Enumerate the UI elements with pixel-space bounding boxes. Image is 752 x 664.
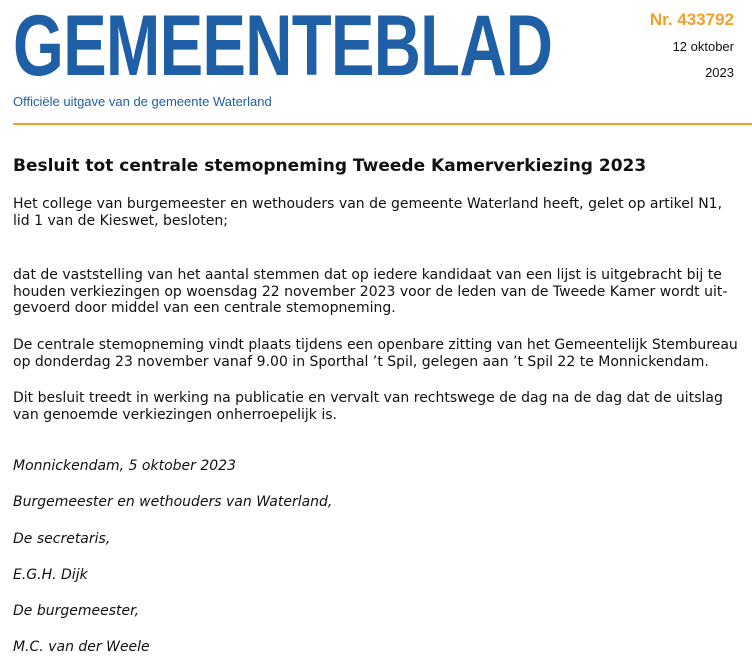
header-divider: [13, 123, 752, 125]
signature-mayor-role: De burgemeester,: [13, 603, 140, 619]
signature-mayor-name: M.C. van der Weele: [13, 639, 150, 655]
document-title: Besluit tot centrale stemopneming Tweede Kamerverkiezing 2023: [13, 156, 647, 176]
paragraph-decision: dat de vaststelling van het aantal stemmen dat op iedere kandidaat van een lijst is uitgebracht bij te houden verkiezingen op woensdag 22 november 2023 voor de leden van de Tweede Kamer wordt uitgevoerd door middel van een centrale stemopneming.: [13, 267, 728, 316]
signature-secretary-name: E.G.H. Dijk: [13, 567, 88, 583]
masthead-title: GEMEENTEBLAD: [13, 0, 553, 94]
signature-place-date: Monnickendam, 5 oktober 2023: [13, 458, 236, 474]
issue-date: 12 oktober: [672, 39, 734, 54]
signature-secretary-role: De secretaris,: [13, 531, 111, 547]
paragraph-location: De centrale stemopneming vindt plaats tijdens een openbare zitting van het Gemeentelijk Stembureau op donderdag 23 november vanaf 9.00 in Sporthal ’t Spil, gelegen aan ’t Spil 22 te Monnickendam.: [13, 337, 738, 370]
paragraph-effect: Dit besluit treedt in werking na publicatie en vervalt van rechtswege de dag na de dag dat de uitslag van genoemde verkiezingen onherroepelijk is.: [13, 390, 723, 423]
issue-year: 2023: [705, 65, 734, 80]
signature-authority: Burgemeester en wethouders van Waterland,: [13, 494, 333, 510]
issue-info: [650, 10, 734, 81]
paragraph-intro: Het college van burgemeester en wethouders van de gemeente Waterland heeft, gelet op artikel N1, lid 1 van de Kieswet, besloten;: [13, 196, 723, 229]
masthead-subtitle: Officiële uitgave van de gemeente Waterland: [13, 94, 272, 109]
issue-number: Nr. 433792: [649, 10, 734, 29]
